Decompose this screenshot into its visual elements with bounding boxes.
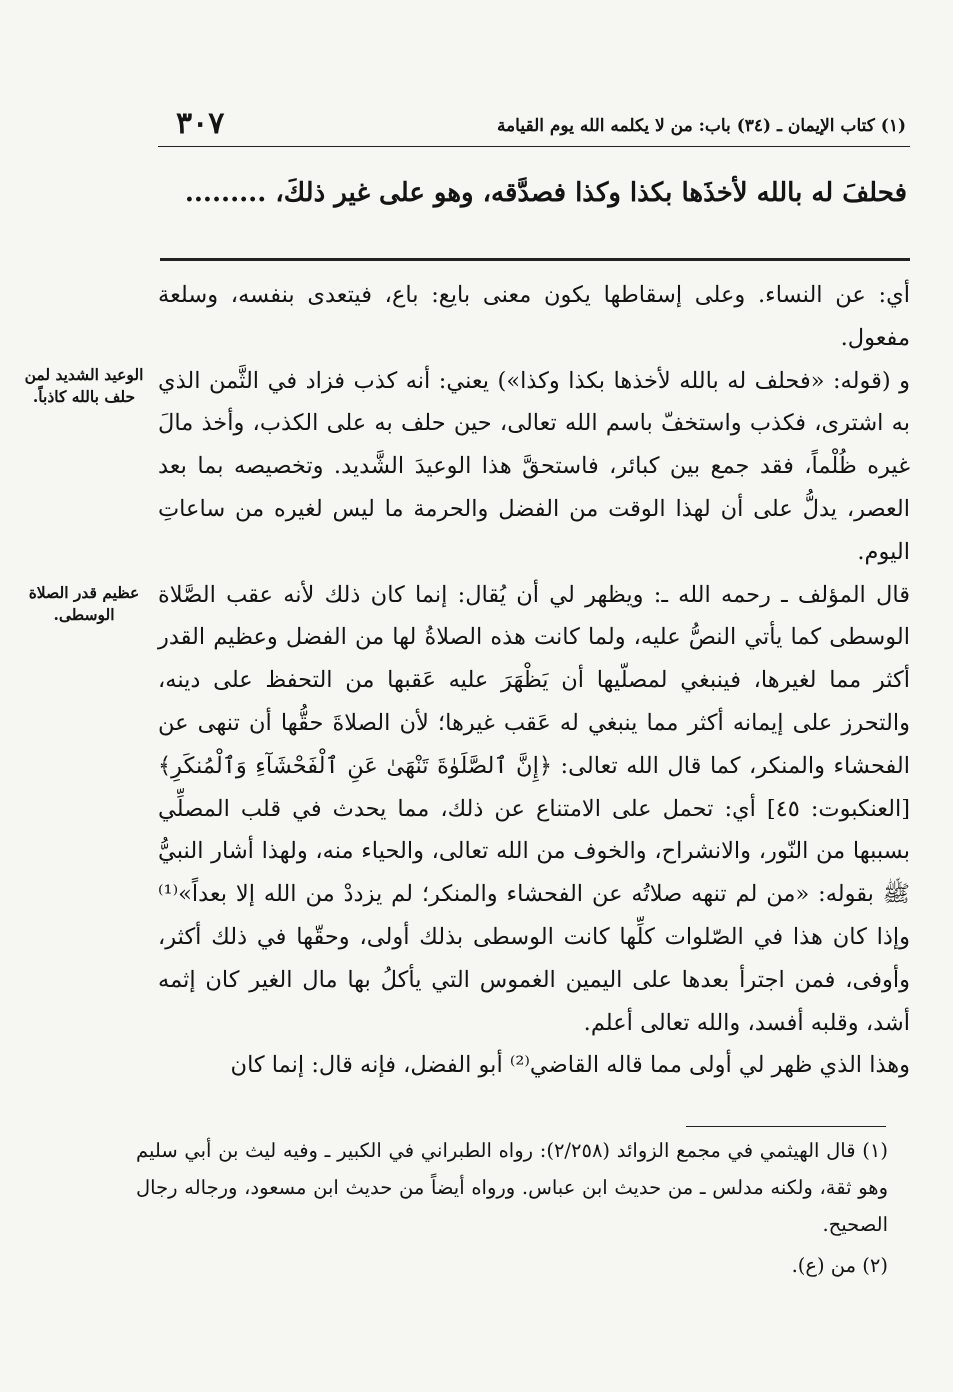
margin-note: عظيم قدر الصلاة الوسطى. [28, 583, 140, 624]
commentary-body [158, 274, 910, 1087]
hadith-ellipsis: ......... [184, 178, 267, 208]
hadith-text [147, 178, 907, 208]
hadith-divider [160, 258, 910, 261]
footnotes [136, 1132, 888, 1284]
page-number: ٣٠٧ [176, 106, 225, 141]
paragraph: أي: عن النساء. وعلى إسقاطها يكون معنى بايع: باع، فيتعدى بنفسه، وسلعة مفعول. [158, 282, 910, 351]
footnote: (١) قال الهيثمي في مجمع الزوائد (٢/٢٥٨): رواه الطبراني في الكبير ـ وفيه ليث بن أبي سليم وهو ثقة، ولكنه مدلس ـ من حديث ابن عباس. ورواه أيضاً من حديث ابن مسعود، ورجاله رجال الصحيح. [136, 1139, 888, 1236]
page-header [158, 104, 910, 147]
running-title: (١) كتاب الإيمان ـ (٣٤) باب: من لا يكلمه الله يوم القيامة [496, 116, 906, 136]
footnote: (٢) من (ع). [791, 1254, 888, 1277]
paragraph: قال المؤلف ـ رحمه الله ـ: ويظهر لي أن يُقال: إنما كان ذلك لأنه عقب الصَّلاة الوسطى كما يأتي النصُّ عليه، ولما كانت هذه الصلاةُ لها من الفضل وعظيم القدر أكثر مما لغيرها، فينبغي لمصلّيها أن يَظْهَرَ عليه عَقبها من التحفظ على دينه، والتحرز على إيمانه أكثر مما ينبغي له عَقب غيرها؛ لأن الصلاةَ حقُّها أن تنهى عن الفحشاء والمنكر، كما قال الله تعالى: ﴿إِنَّ ٱلصَّلَوٰةَ تَنْهَىٰ عَنِ ٱلْفَحْشَآءِ وَٱلْمُنكَرِ﴾ [العنكبوت: ٤٥] أي: تحمل على الامتناع عن ذلك، مما يحدث في قلب المصلِّي بسببها من النّور، والانشراح، والخوف من الله تعالى، والحياء منه، ولهذا أشار النبيُّ ﷺ بقوله: «من لم تنهه صلاتُه عن الفحشاء والمنكر؛ لم يزددْ من الله إلا بعداً»⁽¹⁾ وإذا كان هذا في الصّلوات كلِّها كانت الوسطى بذلك أولى، وحقّها في ذلك أكثر، وأوفى، فمن اجترأ بعدها على اليمين الغموس التي يأكلُ بها مال الغير كان إثمه أشد، وقلبه أفسد، والله تعالى أعلم. [158, 581, 910, 1036]
margin-note: الوعيد الشديد لمن حلف بالله كاذباً. [24, 365, 144, 406]
footnote-divider [686, 1126, 886, 1127]
hadith-line: فحلفَ له بالله لأخذَها بكذا وكذا فصدَّقه، وهو على غير ذلكَ، [275, 178, 907, 208]
paragraph: وهذا الذي ظهر لي أولى مما قاله القاضي⁽²⁾ أبو الفضل، فإنه قال: إنما كان [230, 1052, 910, 1079]
paragraph: و (قوله: «فحلف له بالله لأخذها بكذا وكذا») يعني: أنه كذب فزاد في الثَّمن الذي به اشترى، فكذب واستخفّ باسم الله تعالى، حين حلف به على الكذب، وأخذ مالَ غيره ظُلْماً، فقد جمع بين كبائر، فاستحقَّ هذا الوعيدَ الشَّديد. وتخصيصه بما بعد العصر، يدلُّ على أن لهذا الوقت من الفضل والحرمة ما ليس لغيره من ساعاتِ اليوم. [158, 367, 910, 565]
